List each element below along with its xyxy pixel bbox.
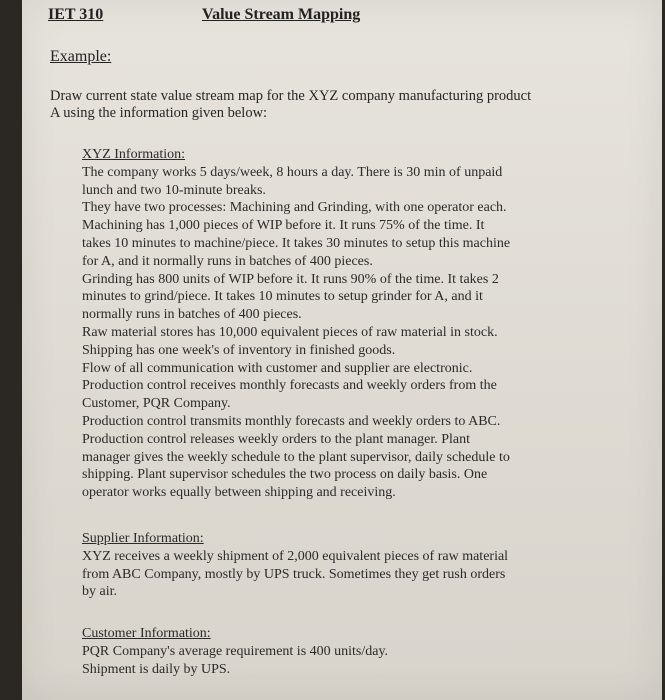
customer-info-line: Shipment is daily by UPS. bbox=[82, 661, 231, 677]
xyz-info-line: minutes to grind/piece. It takes 10 minutes to setup grinder for A, and it bbox=[82, 289, 483, 305]
xyz-info-line: Grinding has 800 units of WIP before it. It runs 90% of the time. It takes 2 bbox=[82, 271, 499, 287]
supplier-information-section bbox=[82, 530, 602, 601]
example-label: Example: bbox=[50, 48, 112, 65]
xyz-info-line: normally runs in batches of 400 pieces. bbox=[82, 307, 302, 323]
course-code: IET 310 bbox=[48, 6, 104, 23]
xyz-info-line: operator works equally between shipping and receiving. bbox=[82, 485, 396, 501]
xyz-information-section bbox=[82, 146, 602, 502]
xyz-info-line: Flow of all communication with customer and supplier are electronic. bbox=[82, 360, 473, 376]
supplier-info-line: XYZ receives a weekly shipment of 2,000 equivalent pieces of raw material bbox=[82, 548, 509, 564]
problem-statement-line: Draw current state value stream map for the XYZ company manufacturing product bbox=[50, 88, 532, 104]
customer-information-section bbox=[82, 625, 602, 678]
document-page bbox=[22, 0, 662, 700]
xyz-info-line: Customer, PQR Company. bbox=[82, 396, 231, 412]
supplier-info-line: by air. bbox=[82, 584, 117, 600]
xyz-info-line: Production control transmits monthly forecasts and weekly orders to ABC. bbox=[82, 413, 501, 429]
supplier-information-heading: Supplier Information: bbox=[82, 531, 204, 546]
customer-info-line: PQR Company's average requirement is 400 units/day. bbox=[82, 643, 389, 659]
xyz-info-line: Shipping has one week's of inventory in finished goods. bbox=[82, 342, 396, 358]
document-title: Value Stream Mapping bbox=[202, 6, 361, 23]
xyz-info-line: Production control receives monthly forecasts and weekly orders from the bbox=[82, 378, 497, 394]
xyz-info-line: lunch and two 10-minute breaks. bbox=[82, 182, 266, 198]
xyz-info-line: takes 10 minutes to machine/piece. It takes 30 minutes to setup this machine bbox=[82, 235, 511, 251]
xyz-info-line: manager gives the weekly schedule to the plant supervisor, daily schedule to bbox=[82, 449, 510, 465]
supplier-info-line: from ABC Company, mostly by UPS truck. Sometimes they get rush orders bbox=[82, 566, 506, 582]
customer-information-heading: Customer Information: bbox=[82, 626, 211, 641]
xyz-info-line: for A, and it normally runs in batches of 400 pieces. bbox=[82, 253, 373, 269]
xyz-information-heading: XYZ Information: bbox=[82, 147, 186, 162]
problem-statement-line: A using the information given below: bbox=[50, 105, 268, 121]
xyz-info-line: Production control releases weekly orders to the plant manager. Plant bbox=[82, 431, 471, 447]
xyz-info-line: They have two processes: Machining and Grinding, with one operator each. bbox=[82, 200, 507, 216]
problem-statement bbox=[50, 88, 610, 122]
xyz-info-line: shipping. Plant supervisor schedules the two process on daily basis. One bbox=[82, 467, 488, 483]
xyz-info-line: Machining has 1,000 pieces of WIP before it. It runs 75% of the time. It bbox=[82, 218, 485, 234]
xyz-info-line: The company works 5 days/week, 8 hours a day. There is 30 min of unpaid bbox=[82, 164, 503, 180]
xyz-info-line: Raw material stores has 10,000 equivalent pieces of raw material in stock. bbox=[82, 324, 498, 340]
